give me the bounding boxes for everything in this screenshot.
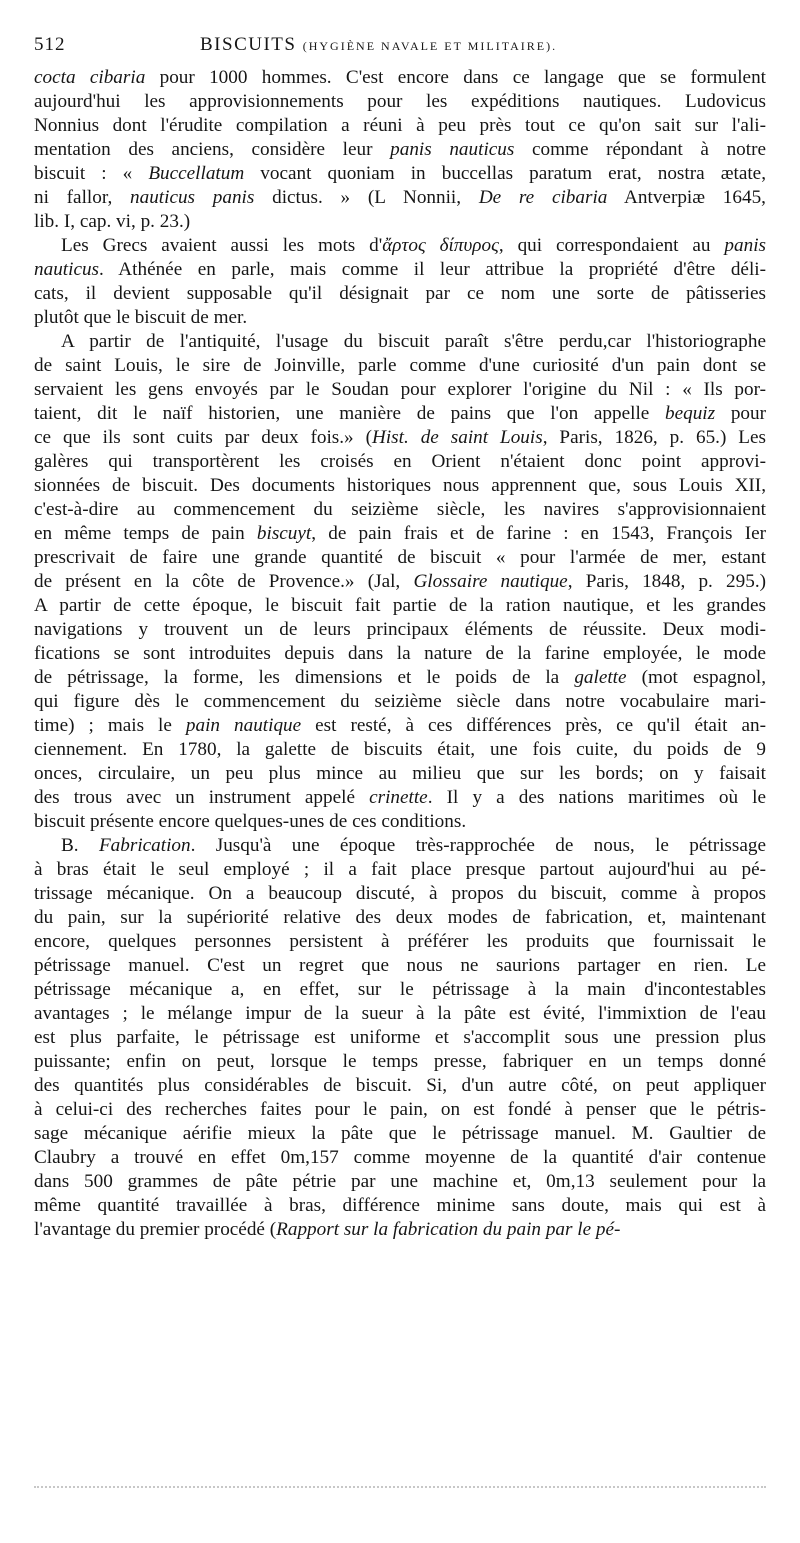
text-segment: (mot espagnol, [626,667,766,688]
text-line [34,114,766,138]
text-line [34,762,766,786]
text-segment: à bras était le seul employé ; il a fait place presque partout aujourd'hui au pé- [34,859,766,880]
text-line [34,978,766,1002]
text-line [34,954,766,978]
text-segment: navigations y trouvent un de leurs principaux éléments de réussite. Deux modi- [34,619,766,640]
italic-text: panis nauticus [390,139,515,160]
text-segment: prescrivait de faire une grande quantité de biscuit « pour l'armée de mer, estant [34,547,766,568]
text-segment: des quantités plus considérables de biscuit. Si, d'un autre côté, on peut appliquer [34,1075,766,1096]
text-line [34,138,766,162]
text-line [34,1170,766,1194]
text-segment: , de pain frais et de farine : en 1543, François Ier [311,523,766,544]
text-line [34,450,766,474]
text-segment: Nonnius dont l'érudite compilation a réuni à peu près tout ce qu'on sait sur l'ali- [34,115,766,136]
text-segment: time) ; mais le [34,715,186,736]
text-line [34,1002,766,1026]
text-segment: de saint Louis, le sire de Joinville, parle comme d'une curiosité d'un pain dont se [34,355,766,376]
italic-text: cocta cibaria [34,67,146,88]
text-segment: à celui-ci des recherches faites pour le pain, on est fondé à penser que le pétris- [34,1099,766,1120]
text-line [34,426,766,450]
text-segment: avantages ; le mélange impur de la sueur à la pâte est évité, l'immixtion de l'eau [34,1003,766,1024]
text-segment: galères qui transportèrent les croisés en Orient n'étaient donc point approvi- [34,451,766,472]
text-segment: trissage mécanique. On a beaucoup discuté, à propos du biscuit, comme à propos [34,883,766,904]
text-segment: de présent en la côte de Provence.» (Jal, [34,571,414,592]
italic-text: nauticus panis [130,187,255,208]
text-segment: du pain, sur la supériorité relative des deux modes de fabrication, et, maintenant [34,907,766,928]
text-line [34,258,766,282]
italic-text: Buccellatum [148,163,245,184]
text-segment: . Il y a des nations maritimes où le [427,787,766,808]
footer-rule [34,1486,766,1492]
text-line [34,882,766,906]
text-segment: dans 500 grammes de pâte pétrie par une machine et, 0m,13 seulement pour la [34,1171,766,1192]
text-segment: en même temps de pain [34,523,257,544]
text-segment: . Jusqu'à une époque très-rapprochée de nous, le pétrissage [190,835,766,856]
body-text [34,66,766,1242]
italic-text: pain nautique [185,715,302,736]
text-segment: onces, circulaire, un peu plus mince au milieu que sur les bords; on y faisait [34,763,766,784]
italic-text: nauticus [34,259,100,280]
text-line [34,474,766,498]
text-line [34,66,766,90]
text-segment: biscuit présente encore quelques-unes de ces conditions. [34,811,467,832]
text-line [34,210,766,234]
text-segment: pétrissage mécanique a, en effet, sur le pétrissage à la main d'incontestables [34,979,766,1000]
text-line [34,858,766,882]
text-segment: est plus parfaite, le pétrissage est uniforme et s'accomplit sous une pression plus [34,1027,766,1048]
text-line [34,546,766,570]
text-segment: des trous avec un instrument appelé [34,787,370,808]
text-segment: Les Grecs avaient aussi les mots d' [61,235,383,256]
text-line [34,306,766,330]
text-line [34,1218,766,1242]
text-segment: B. [61,835,99,856]
text-segment: A partir de cette époque, le biscuit fait partie de la ration nautique, et les grandes [34,595,766,616]
text-line [34,1098,766,1122]
text-line [34,1194,766,1218]
text-segment: cats, il devient supposable qu'il désignait par ce nom une sorte de pâtisseries [34,283,766,304]
text-line [34,234,766,258]
text-line [34,642,766,666]
text-line [34,594,766,618]
text-segment: plutôt que le biscuit de mer. [34,307,248,328]
text-segment: l'avantage du premier procédé ( [34,1219,277,1240]
text-segment: qui figure dès le commencement du seizième siècle dans notre vocabulaire mari- [34,691,766,712]
text-segment: mentation des anciens, considère leur [34,139,391,160]
running-head [34,32,766,58]
text-segment: Claubry a trouvé en effet 0m,157 comme moyenne de la quantité d'air contenue [34,1147,766,1168]
text-segment: taient, dit le naïf historien, une manière de pains que l'on appelle [34,403,665,424]
text-segment: encore, quelques personnes persistent à préférer les produits que fournissait le [34,931,766,952]
text-line [34,930,766,954]
text-segment: dictus. » (L Nonnii, [254,187,479,208]
text-segment: même quantité travaillée à bras, différence minime sans doute, mais qui est à [34,1195,766,1216]
text-segment: sage mécanique aérifie mieux la pâte que le pétrissage manuel. M. Gaultier de [34,1123,766,1144]
text-line [34,282,766,306]
text-line [34,1026,766,1050]
text-line [34,522,766,546]
running-title-sub: (HYGIÈNE NAVALE ET MILITAIRE). [302,39,558,53]
text-segment: de pétrissage, la forme, les dimensions et le poids de la [34,667,575,688]
text-segment: pour [715,403,766,424]
text-line [34,162,766,186]
text-segment: ciennement. En 1780, la galette de biscuits était, une fois cuite, du poids de 9 [34,739,766,760]
text-line [34,186,766,210]
text-line [34,90,766,114]
running-title-main: BISCUITS [200,34,297,55]
text-segment: pour 1000 hommes. C'est encore dans ce langage que se formulent [145,67,766,88]
text-segment: ni fallor, [34,187,130,208]
text-line [34,690,766,714]
text-segment: puissante; enfin on peut, lorsque le temps presse, fabriquer en un temps donné [34,1051,766,1072]
text-segment: ce que ils sont cuits par deux fois.» ( [34,427,372,448]
italic-text: galette [574,667,627,688]
text-segment: Antverpiæ 1645, [607,187,766,208]
text-line [34,738,766,762]
text-line [34,570,766,594]
italic-text: panis [724,235,766,256]
text-line [34,714,766,738]
text-segment: vocant quoniam in buccellas paratum erat, nostra ætate, [244,163,766,184]
text-line [34,1146,766,1170]
page-number: 512 [34,34,66,55]
text-segment: servaient les gens envoyés par le Soudan pour explorer l'origine du Nil : « Ils por- [34,379,766,400]
text-line [34,378,766,402]
text-line [34,1074,766,1098]
text-segment: fications se sont introduites depuis dans la nature de la farine employée, le mode [34,643,766,664]
text-line [34,498,766,522]
text-segment: . Athénée en parle, mais comme il leur attribue la propriété d'être déli- [99,259,766,280]
text-line [34,834,766,858]
text-line [34,618,766,642]
text-line [34,402,766,426]
text-line [34,330,766,354]
text-line [34,1122,766,1146]
text-line [34,1050,766,1074]
text-segment: , Paris, 1848, p. 295.) [567,571,766,592]
italic-text: De re cibaria [478,187,608,208]
italic-text: ἄρτος δίπυρος [382,235,499,256]
text-segment: c'est-à-dire au commencement du seizième siècle, les navires s'approvisionnaient [34,499,766,520]
text-segment: aujourd'hui les approvisionnements pour les expéditions nautiques. Ludovicus [34,91,766,112]
text-segment: biscuit : « [34,163,149,184]
running-title [200,32,557,59]
text-line [34,354,766,378]
text-segment: lib. I, cap. vi, p. 23.) [34,211,191,232]
italic-text: bequiz [665,403,716,424]
text-line [34,666,766,690]
italic-text: Fabrication [98,835,191,856]
italic-text: Rapport sur la fabrication du pain par le pé- [276,1219,621,1240]
text-segment: pétrissage manuel. C'est un regret que nous ne saurions partager en rien. Le [34,955,766,976]
text-segment: sionnées de biscuit. Des documents historiques nous apprennent que, sous Louis XII, [34,475,766,496]
italic-text: Glossaire nautique [413,571,568,592]
text-segment: , qui correspondaient au [498,235,725,256]
text-line [34,810,766,834]
text-line [34,786,766,810]
text-segment: est resté, à ces différences près, ce qu'il était an- [301,715,766,736]
text-segment: comme répondant à notre [514,139,766,160]
text-segment: , Paris, 1826, p. 65.) Les [542,427,766,448]
text-segment: A partir de l'antiquité, l'usage du biscuit paraît s'être perdu,car l'historiographe [61,331,766,352]
text-line [34,906,766,930]
italic-text: biscuyt [256,523,312,544]
italic-text: Hist. de saint Louis [371,427,543,448]
italic-text: crinette [369,787,428,808]
